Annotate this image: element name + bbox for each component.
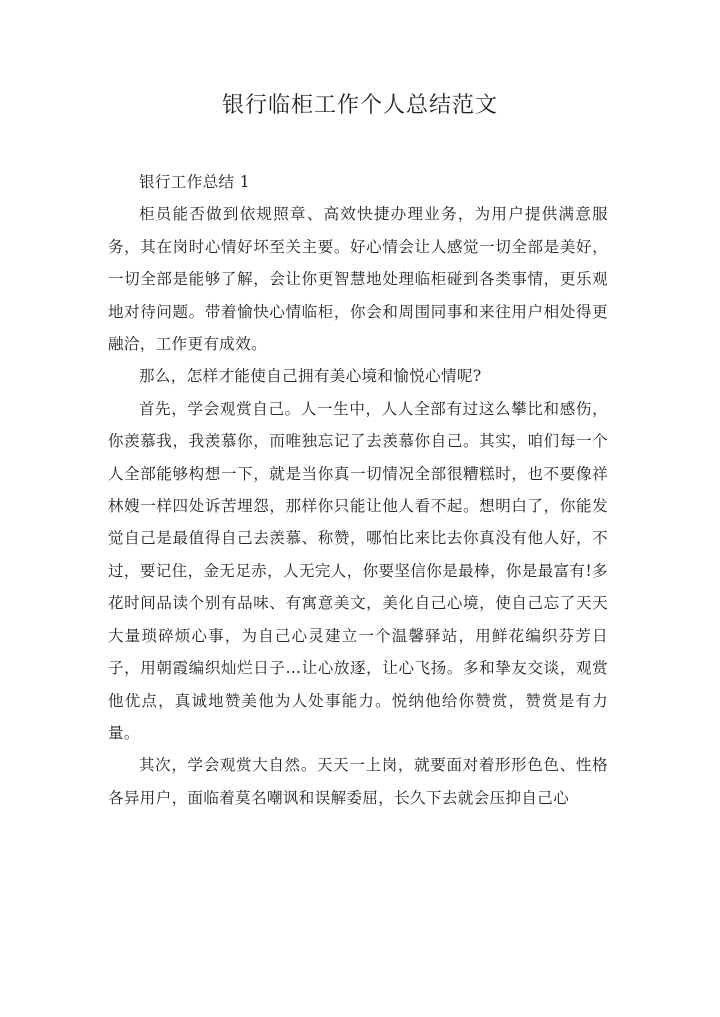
paragraph: 那么，怎样才能使自己拥有美心境和愉悦心情呢? — [139, 367, 482, 386]
document-title: 银行临柜工作个人总结范文 — [221, 93, 498, 118]
section-heading: 银行工作总结 1 — [139, 173, 250, 191]
paragraph: 柜员能否做到依规照章、高效快捷办理业务，为用户提供满意服务，其在岗时心情好坏至关主要。好心情会让人感觉一切全部是美好，一切全部是能够了解，会让你更智慧地处理临柜碰到各类事情，更乐观地对待问题。带着愉快心情临柜，你会和周围同事和来往用户相处得更融洽，工作更有成效。 — [108, 205, 608, 354]
paragraph: 首先，学会观赏自己。人一生中，人人全部有过这么攀比和感伤，你羡慕我，我羡慕你，而唯独忘记了去羡慕你自己。其实，咱们每一个人全部能够构想一下，就是当你真一切情况全部很糟糕时，也不要像祥林嫂一样四处诉苦埋怨，那样你只能让他人看不起。想明白了，你能发觉自己是最值得自己去羡慕、称赞，哪怕比来比去你真没有他人好，不过，要记住，金无足赤，人无完人，你要坚信你是最棒，你是最富有!多花时间品读个别有品味、有寓意美文，美化自己心境，使自己忘了天天大量琐碎烦心事，为自己心灵建立一个温馨驿站，用鲜花编织芬芳日子，用朝霞编织灿烂日子…让心放逐，让心飞扬。多和挚友交谈，观赏他优点，真诚地赞美他为人处事能力。悦纳他给你赞赏，赞赏是有力量。 — [108, 399, 608, 742]
paragraph: 其次，学会观赏大自然。天天一上岗，就要面对着形形色色、性格各异用户，面临着莫名嘲讽和误解委屈，长久下去就会压抑自己心 — [108, 756, 608, 807]
document-body — [108, 166, 608, 814]
